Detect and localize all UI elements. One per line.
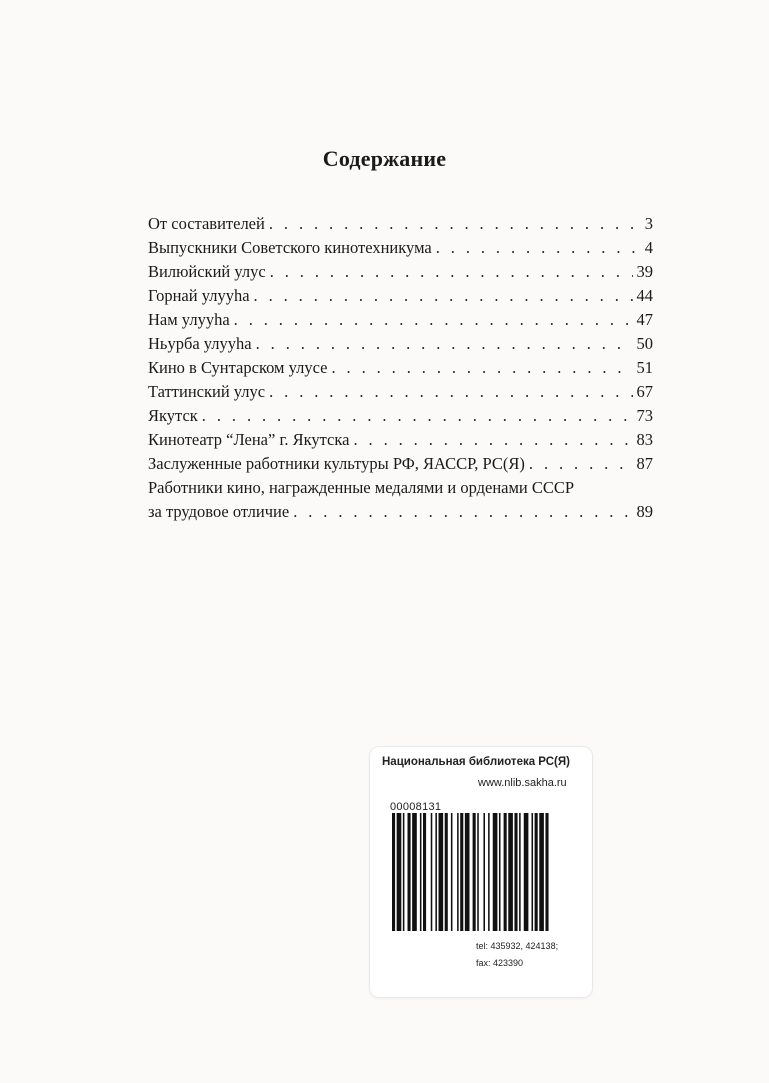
- library-barcode-sticker: [370, 747, 592, 997]
- barcode-bar: [431, 813, 433, 931]
- barcode-bar: [420, 813, 422, 931]
- barcode-bar: [465, 813, 470, 931]
- barcode-bar: [514, 813, 517, 931]
- toc-entry-line: [148, 476, 653, 500]
- barcode-bar: [535, 813, 538, 931]
- barcode-bar: [493, 813, 498, 931]
- toc-entry: [148, 212, 653, 236]
- toc-entry-title: Кино в Сунтарском улусе: [148, 358, 328, 377]
- barcode-bar: [392, 813, 395, 931]
- table-of-contents: [148, 212, 653, 524]
- toc-entry-title: Горнай улууhа: [148, 286, 250, 305]
- barcode-bar: [445, 813, 448, 931]
- toc-entry: [148, 236, 653, 260]
- toc-entry-title: От составителей: [148, 214, 265, 233]
- toc-entry: [148, 428, 653, 452]
- toc-leader-dots: [202, 404, 633, 428]
- toc-entry: [148, 284, 653, 308]
- toc-entry-page: 47: [636, 310, 653, 329]
- toc-leader-dots: [256, 332, 633, 356]
- barcode-bar: [403, 813, 405, 931]
- barcode-bar: [532, 813, 534, 931]
- toc-entry-title: Заслуженные работники культуры РФ, ЯАССР, РС(Я): [148, 454, 525, 473]
- library-fax: fax: 423390: [476, 958, 524, 968]
- barcode-bar: [488, 813, 490, 931]
- toc-entry: [148, 260, 653, 284]
- toc-entry-title: Якутск: [148, 406, 198, 425]
- barcode-bar: [524, 813, 529, 931]
- barcode-bar: [504, 813, 507, 931]
- toc-entry: [148, 308, 653, 332]
- toc-entry-title: Ньурба улууhа: [148, 334, 252, 353]
- barcode-bar: [397, 813, 402, 931]
- toc-entry-page: 44: [636, 286, 653, 305]
- toc-leader-dots: [270, 260, 633, 284]
- toc-entry: [148, 332, 653, 356]
- toc-entry: [148, 380, 653, 404]
- barcode-bar: [499, 813, 501, 931]
- toc-entry-page: 87: [636, 454, 653, 473]
- barcode-bar: [435, 813, 437, 931]
- barcode-bar: [483, 813, 485, 931]
- barcode-bar: [451, 813, 453, 931]
- barcode-bar: [519, 813, 521, 931]
- toc-entry-page: 39: [636, 262, 653, 281]
- toc-leader-dots: [269, 380, 632, 404]
- toc-entry: [148, 404, 653, 428]
- barcode-bar: [473, 813, 476, 931]
- toc-leader-dots: [269, 212, 641, 236]
- toc-entry-page: 4: [644, 238, 653, 257]
- library-name: Национальная библиотека РС(Я): [382, 756, 570, 768]
- toc-entry-page: 3: [644, 214, 653, 233]
- toc-entry-page: 83: [636, 430, 653, 449]
- toc-entry: [148, 452, 653, 476]
- toc-leader-dots: [529, 452, 633, 476]
- toc-entry-page: 73: [636, 406, 653, 425]
- barcode-bar: [460, 813, 463, 931]
- toc-entry-title: Вилюйский улус: [148, 262, 266, 281]
- toc-leader-dots: [293, 500, 632, 524]
- page-title: Содержание: [322, 146, 447, 171]
- library-phone: tel: 435932, 424138;: [476, 941, 559, 951]
- barcode-bar: [477, 813, 479, 931]
- toc-leader-dots: [331, 356, 632, 380]
- toc-entry-title: за трудовое отличие: [148, 502, 290, 521]
- barcode-bar: [545, 813, 548, 931]
- barcode-bar: [412, 813, 417, 931]
- barcode-number: 00008131: [390, 801, 442, 813]
- barcode-bar: [408, 813, 411, 931]
- toc-entry-page: 50: [636, 334, 653, 353]
- toc-leader-dots: [234, 308, 633, 332]
- library-url: www.nlib.sakha.ru: [478, 777, 567, 789]
- toc-entry-title: Выпускники Советского кинотехникума: [148, 238, 432, 257]
- toc-entry-page: 67: [636, 382, 653, 401]
- toc-leader-dots: [353, 428, 632, 452]
- barcode-bar: [457, 813, 459, 931]
- toc-entry-title: Работники кино, награжденные медалями и орденами СССР: [148, 478, 575, 497]
- toc-leader-dots: [436, 236, 641, 260]
- barcode-bar: [539, 813, 544, 931]
- toc-entry-title: Нам улууhа: [148, 310, 230, 329]
- barcode-image: [390, 813, 580, 933]
- barcode-bar: [423, 813, 426, 931]
- toc-leader-dots: [254, 284, 633, 308]
- toc-entry-title: Кинотеатр “Лена” г. Якутска: [148, 430, 350, 449]
- barcode-bar: [439, 813, 444, 931]
- toc-entry-page: 51: [636, 358, 653, 377]
- toc-entry: [148, 356, 653, 380]
- toc-entry-page: 89: [636, 502, 653, 521]
- toc-entry: [148, 500, 653, 524]
- barcode-bar: [508, 813, 513, 931]
- toc-entry-title: Таттинский улус: [148, 382, 266, 401]
